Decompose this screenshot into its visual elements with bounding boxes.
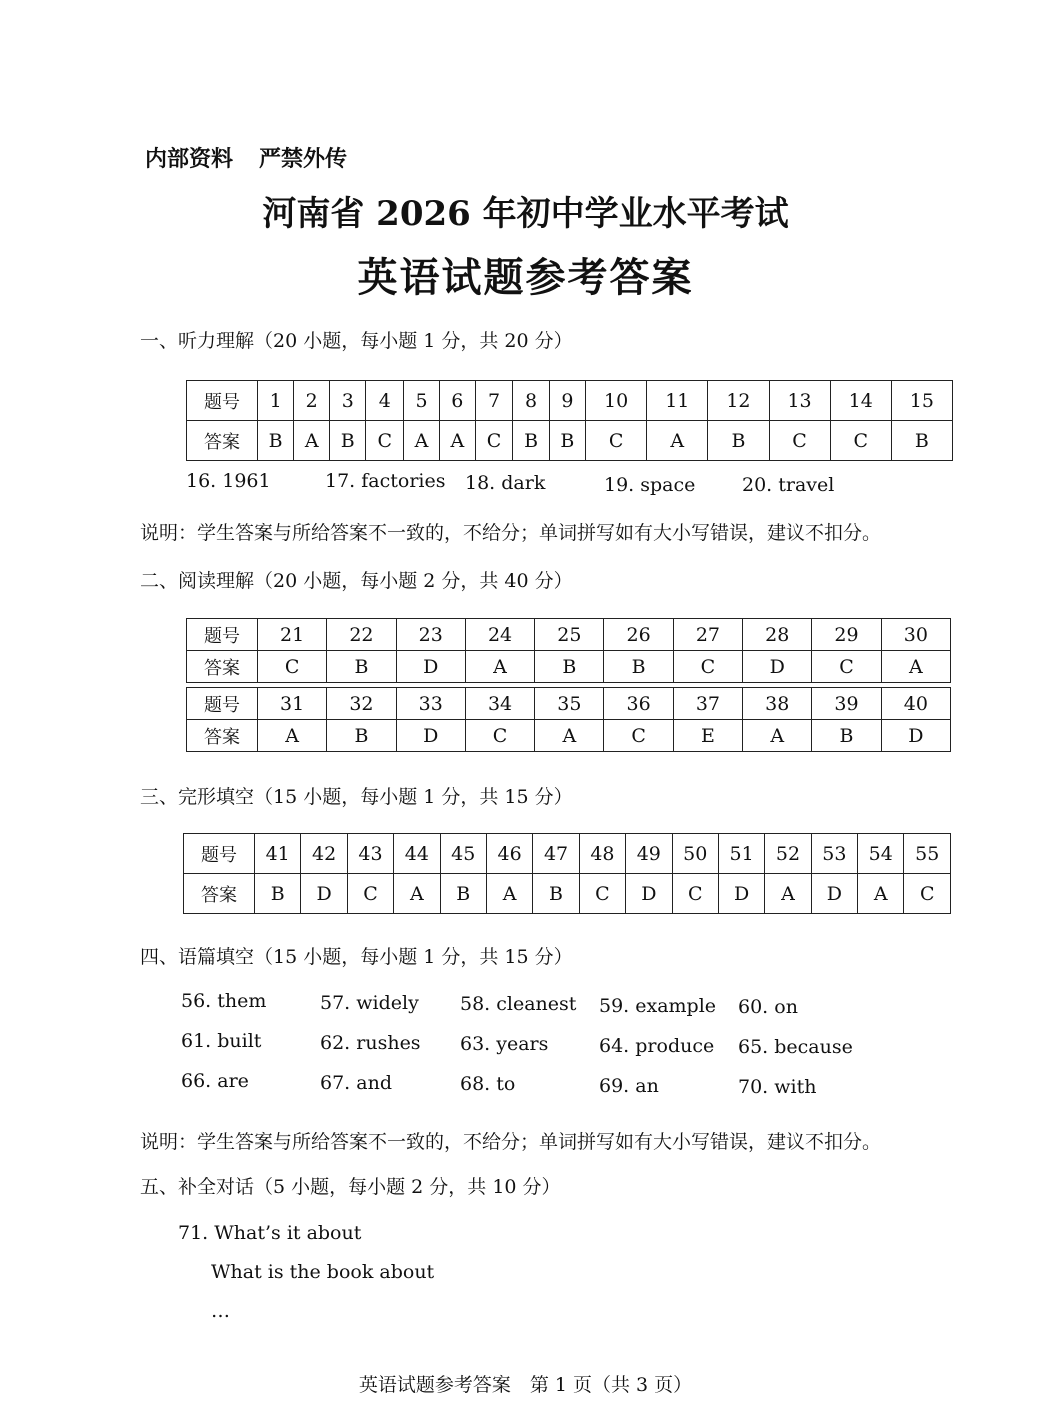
fill-answer: 19. space: [604, 474, 696, 496]
answer-cell: A: [647, 421, 708, 461]
answer-cell: B: [327, 651, 396, 683]
fill-answer: 61. built: [181, 1030, 262, 1052]
answer-cell: C: [769, 421, 830, 461]
answer-cell: B: [891, 421, 952, 461]
answer-cell: A: [258, 720, 327, 752]
question-number-cell: 29: [812, 619, 881, 651]
table-row: [187, 381, 953, 421]
question-number-cell: 42: [301, 834, 347, 874]
answer-cell: A: [858, 874, 904, 914]
page-footer: 英语试题参考答案 第 1 页（共 3 页）: [358, 1374, 693, 1396]
fill-answer: 60. on: [738, 996, 798, 1018]
number-header: 题号: [187, 688, 258, 720]
number-header: 题号: [187, 381, 258, 421]
answer-71: 71. What’s it about: [178, 1222, 362, 1244]
answer-cell: B: [513, 421, 549, 461]
fill-answer: 65. because: [738, 1036, 853, 1058]
answer-cell: A: [294, 421, 330, 461]
answer-cell: A: [535, 720, 604, 752]
question-number-cell: 52: [765, 834, 811, 874]
question-number-cell: 3: [330, 381, 366, 421]
question-number-cell: 22: [327, 619, 396, 651]
fill-answer: 18. dark: [465, 472, 546, 494]
question-number-cell: 1: [258, 381, 294, 421]
question-number-cell: 43: [347, 834, 393, 874]
question-number-cell: 7: [475, 381, 513, 421]
question-number-cell: 32: [327, 688, 396, 720]
answer-cell: C: [604, 720, 673, 752]
answer-cell: B: [440, 874, 486, 914]
answer-cell: B: [533, 874, 579, 914]
answer-cell: A: [743, 720, 812, 752]
answer-cell: B: [535, 651, 604, 683]
question-number-cell: 36: [604, 688, 673, 720]
answer-cell: C: [812, 651, 881, 683]
question-number-cell: 51: [718, 834, 764, 874]
fill-answer: 57. widely: [320, 991, 419, 1014]
fill-answer: 17. factories: [325, 470, 446, 492]
answer-cell: D: [718, 874, 764, 914]
number-header: 题号: [184, 834, 255, 874]
question-number-cell: 14: [830, 381, 891, 421]
answer-cell: A: [881, 651, 950, 683]
answer-cell: C: [366, 421, 404, 461]
question-number-cell: 10: [586, 381, 647, 421]
table-row: [184, 834, 951, 874]
answer-cell: D: [743, 651, 812, 683]
question-number-cell: 12: [708, 381, 769, 421]
answer-cell: A: [404, 421, 440, 461]
scoring-note: 说明：学生答案与所给答案不一致的，不给分；单词拼写如有大小写错误，建议不扣分。: [140, 522, 882, 544]
question-number-cell: 50: [672, 834, 718, 874]
section-2-heading: 二、阅读理解（20 小题，每小题 2 分，共 40 分）: [140, 570, 573, 592]
answer-cell: C: [347, 874, 393, 914]
question-number-cell: 48: [579, 834, 625, 874]
question-number-cell: 47: [533, 834, 579, 874]
question-number-cell: 40: [881, 688, 950, 720]
fill-answer: 59. example: [599, 994, 717, 1017]
answer-cell: B: [812, 720, 881, 752]
answer-cell: D: [396, 720, 465, 752]
answer-cell: C: [465, 720, 534, 752]
question-number-cell: 53: [811, 834, 857, 874]
document-title: 英语试题参考答案: [357, 254, 694, 301]
answer-71-alternative: What is the book about: [211, 1261, 435, 1283]
answer-cell: C: [830, 421, 891, 461]
number-header: 题号: [187, 619, 258, 651]
question-number-cell: 39: [812, 688, 881, 720]
question-number-cell: 21: [258, 619, 327, 651]
question-number-cell: 37: [673, 688, 742, 720]
table-row: [187, 720, 951, 752]
question-number-cell: 33: [396, 688, 465, 720]
answer-cell: D: [881, 720, 950, 752]
question-number-cell: 8: [513, 381, 549, 421]
question-number-cell: 31: [258, 688, 327, 720]
question-number-cell: 5: [404, 381, 440, 421]
fill-answer: 20. travel: [742, 474, 835, 496]
answer-cell: B: [258, 421, 294, 461]
question-number-cell: 4: [366, 381, 404, 421]
question-number-cell: 27: [673, 619, 742, 651]
table-row: [187, 619, 951, 651]
section-1-heading: 一、听力理解（20 小题，每小题 1 分，共 20 分）: [140, 330, 573, 352]
answer-cell: C: [673, 651, 742, 683]
fill-answer: 70. with: [738, 1076, 817, 1098]
listening-answer-table: [186, 380, 953, 461]
answer-cell: C: [586, 421, 647, 461]
question-number-cell: 9: [549, 381, 585, 421]
question-number-cell: 6: [439, 381, 475, 421]
fill-answer: 62. rushes: [320, 1031, 421, 1054]
fill-answer: 16. 1961: [186, 470, 271, 492]
answer-cell: B: [708, 421, 769, 461]
answer-cell: C: [579, 874, 625, 914]
question-number-cell: 41: [255, 834, 301, 874]
section-5-heading: 五、补全对话（5 小题，每小题 2 分，共 10 分）: [140, 1176, 561, 1198]
question-number-cell: 46: [486, 834, 532, 874]
exam-title: 河南省 2026 年初中学业水平考试: [262, 194, 789, 234]
confidential-notice: [145, 142, 347, 173]
answer-cell: B: [604, 651, 673, 683]
table-row: [187, 651, 951, 683]
answer-cell: A: [439, 421, 475, 461]
scoring-note: 说明：学生答案与所给答案不一致的，不给分；单词拼写如有大小写错误，建议不扣分。: [140, 1131, 882, 1153]
question-number-cell: 45: [440, 834, 486, 874]
answer-cell: B: [255, 874, 301, 914]
question-number-cell: 44: [394, 834, 440, 874]
answer-cell: C: [475, 421, 513, 461]
answer-cell: D: [626, 874, 672, 914]
question-number-cell: 38: [743, 688, 812, 720]
fill-answer: 64. produce: [599, 1034, 715, 1057]
confidential-label-2: 严禁外传: [259, 147, 348, 172]
question-number-cell: 24: [465, 619, 534, 651]
answer-cell: B: [330, 421, 366, 461]
question-number-cell: 54: [858, 834, 904, 874]
answer-header: 答案: [187, 651, 258, 683]
question-number-cell: 2: [294, 381, 330, 421]
cloze-answer-table: [183, 833, 951, 914]
fill-answer: 58. cleanest: [460, 993, 577, 1015]
answer-cell: B: [327, 720, 396, 752]
answer-cell: D: [396, 651, 465, 683]
confidential-label-1: 内部资料: [145, 147, 234, 172]
fill-answer: 67. and: [320, 1071, 392, 1094]
question-number-cell: 28: [743, 619, 812, 651]
section-3-heading: 三、完形填空（15 小题，每小题 1 分，共 15 分）: [140, 786, 573, 808]
answer-cell: A: [465, 651, 534, 683]
answer-header: 答案: [184, 874, 255, 914]
table-row: [187, 421, 953, 461]
answer-cell: A: [486, 874, 532, 914]
fill-answer: 63. years: [460, 1033, 549, 1055]
table-row: [187, 688, 951, 720]
section-4-heading: 四、语篇填空（15 小题，每小题 1 分，共 15 分）: [140, 946, 573, 968]
fill-answer: 66. are: [181, 1070, 249, 1092]
answer-header: 答案: [187, 720, 258, 752]
fill-answer: 68. to: [460, 1073, 516, 1095]
answer-cell: D: [301, 874, 347, 914]
question-number-cell: 13: [769, 381, 830, 421]
answer-cell: C: [258, 651, 327, 683]
ellipsis: …: [211, 1300, 230, 1322]
fill-answer: 56. them: [181, 990, 267, 1012]
question-number-cell: 11: [647, 381, 708, 421]
question-number-cell: 23: [396, 619, 465, 651]
answer-cell: D: [811, 874, 857, 914]
question-number-cell: 49: [626, 834, 672, 874]
table-row: [184, 874, 951, 914]
question-number-cell: 30: [881, 619, 950, 651]
answer-cell: C: [672, 874, 718, 914]
reading-answer-table: [186, 618, 951, 752]
question-number-cell: 34: [465, 688, 534, 720]
question-number-cell: 26: [604, 619, 673, 651]
answer-cell: E: [673, 720, 742, 752]
answer-cell: B: [549, 421, 585, 461]
answer-cell: C: [904, 874, 951, 914]
question-number-cell: 25: [535, 619, 604, 651]
question-number-cell: 15: [891, 381, 952, 421]
answer-cell: A: [765, 874, 811, 914]
answer-cell: A: [394, 874, 440, 914]
question-number-cell: 35: [535, 688, 604, 720]
answer-header: 答案: [187, 421, 258, 461]
fill-answer: 69. an: [599, 1074, 659, 1097]
question-number-cell: 55: [904, 834, 951, 874]
